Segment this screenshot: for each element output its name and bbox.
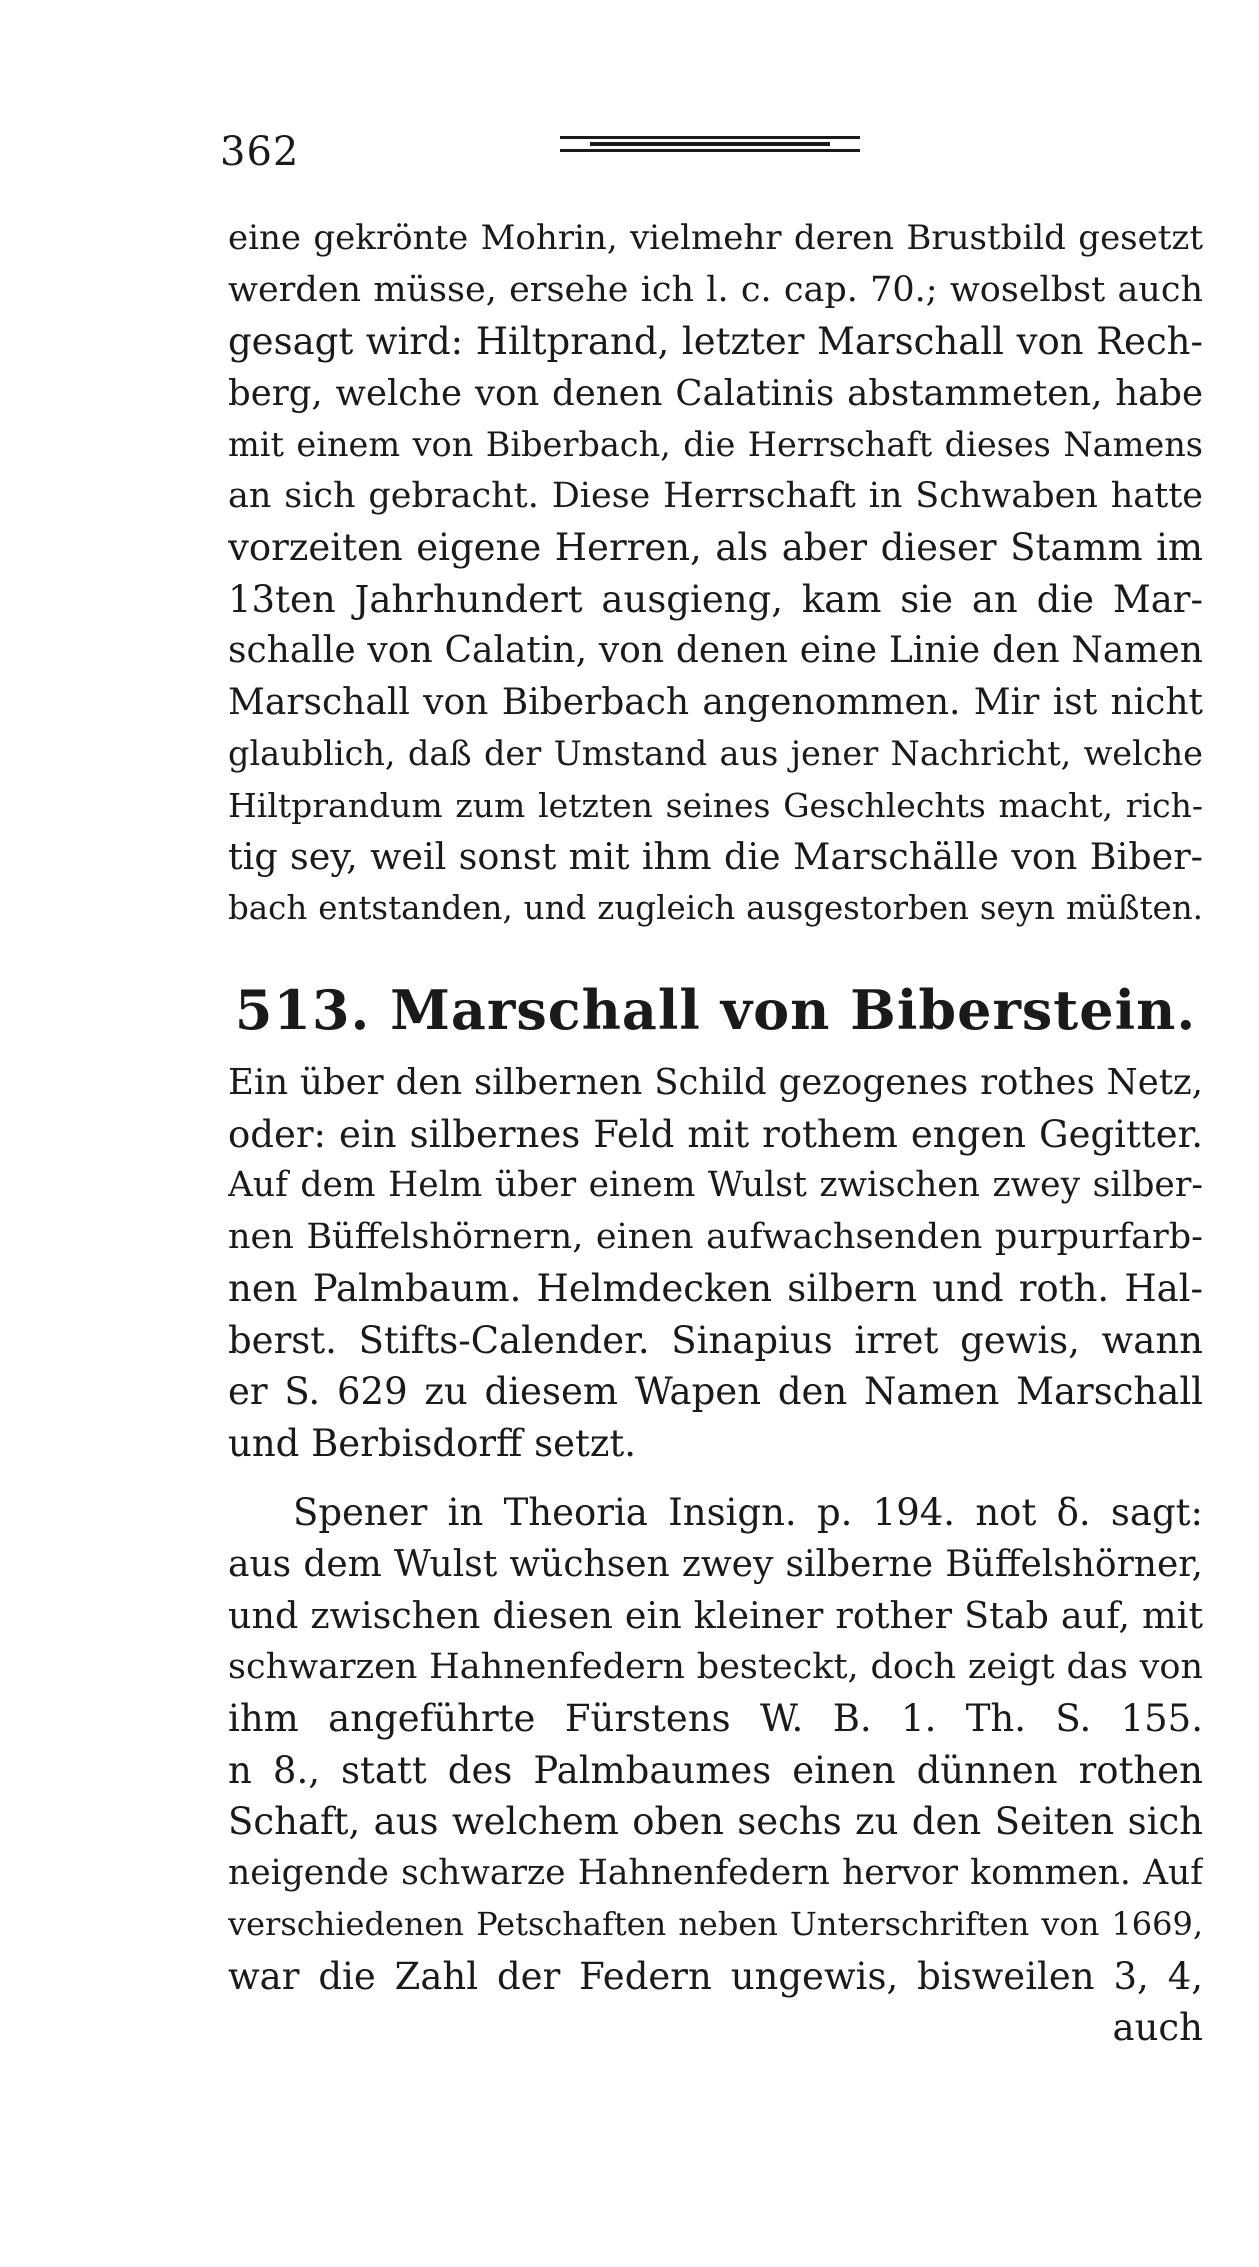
text-line: Spener in Theoria Insign. p. 194. not δ. sagt:	[293, 1491, 1203, 1534]
text-line: war die Zahl der Federn ungewis, bisweilen 3, 4,	[228, 1954, 1203, 1998]
text-line: berg, welche von denen Calatinis abstammeten, habe	[228, 372, 1203, 414]
text-line: Ein über den silbernen Schild gezogenes rothes Netz,	[228, 1062, 1203, 1103]
text-line: gesagt wird: Hiltprand, letzter Marschall von Rech-	[228, 320, 1203, 363]
text-line: berst. Stifts-Calender. Sinapius irret gewis, wann	[228, 1318, 1203, 1362]
page-header	[220, 129, 1200, 175]
paragraph-spener	[228, 1487, 1203, 2054]
text-line: n 8., statt des Palmbaumes einen dünnen rothen	[228, 1748, 1203, 1792]
text-line: nen Palmbaum. Helmdecken silbern und roth. Hal-	[228, 1267, 1203, 1310]
text-line: aus dem Wulst wüchsen zwey silberne Büffelshörner,	[228, 1543, 1203, 1585]
text-line: werden müsse, ersehe ich l. c. cap. 70.; woselbst auch	[228, 269, 1203, 310]
text-line: Marschall von Biberbach angenommen. Mir ist nicht	[228, 681, 1203, 723]
page-number: 362	[220, 129, 300, 175]
text-line: 13ten Jahrhundert ausgieng, kam sie an die Mar-	[228, 577, 1203, 621]
text-line: nen Büffelshörnern, einen aufwachsenden purpurfarb-	[228, 1216, 1203, 1257]
text-line: schwarzen Hahnenfedern besteckt, doch zeigt das von	[228, 1646, 1203, 1687]
header-ornament-rule	[560, 136, 860, 156]
section-heading: 513. Marschall von Biberstein.	[234, 978, 1197, 1042]
text-line: ihm angeführte Fürstens W. B. 1. Th. S. 155.	[228, 1697, 1203, 1740]
text-line: bach entstanden, und zugleich ausgestorben seyn müßten.	[228, 888, 1203, 927]
text-line: eine gekrönte Mohrin, vielmehr deren Brustbild gesetzt	[228, 218, 1203, 258]
catchword: auch	[1112, 2006, 1203, 2049]
text-line: an sich gebracht. Diese Herrschaft in Schwaben hatte	[228, 475, 1203, 516]
text-line: vorzeiten eigene Herren, als aber dieser Stamm im	[228, 526, 1203, 569]
text-line: und Berbisdorff setzt.	[228, 1421, 636, 1465]
paragraph-blazon	[228, 1057, 1203, 1469]
text-line: schalle von Calatin, von denen eine Linie den Namen	[228, 630, 1203, 671]
text-line: Schaft, aus welchem oben sechs zu den Seiten sich	[228, 1800, 1203, 1843]
text-line: neigende schwarze Hahnenfedern hervor kommen. Auf	[228, 1852, 1203, 1893]
text-line: verschiedenen Petschaften neben Unterschriften von 1669,	[228, 1905, 1203, 1943]
paragraph-continued	[228, 213, 1203, 934]
text-line: Hiltprandum zum letzten seines Geschlechts macht, rich-	[228, 785, 1203, 825]
text-line: und zwischen diesen ein kleiner rother Stab auf, mit	[228, 1594, 1203, 1637]
text-line: oder: ein silbernes Feld mit rothem engen Gegitter.	[228, 1112, 1203, 1156]
text-line: er S. 629 zu diesem Wapen den Namen Marschall	[228, 1370, 1203, 1413]
text-line: mit einem von Biberbach, die Herrschaft dieses Namens	[228, 425, 1203, 464]
text-line: tig sey, weil sonst mit ihm die Marschälle von Biber-	[228, 835, 1203, 878]
text-line: Auf dem Helm über einem Wulst zwischen zwey silber-	[228, 1165, 1203, 1205]
text-line: glaublich, daß der Umstand aus jener Nachricht, welche	[228, 734, 1203, 773]
